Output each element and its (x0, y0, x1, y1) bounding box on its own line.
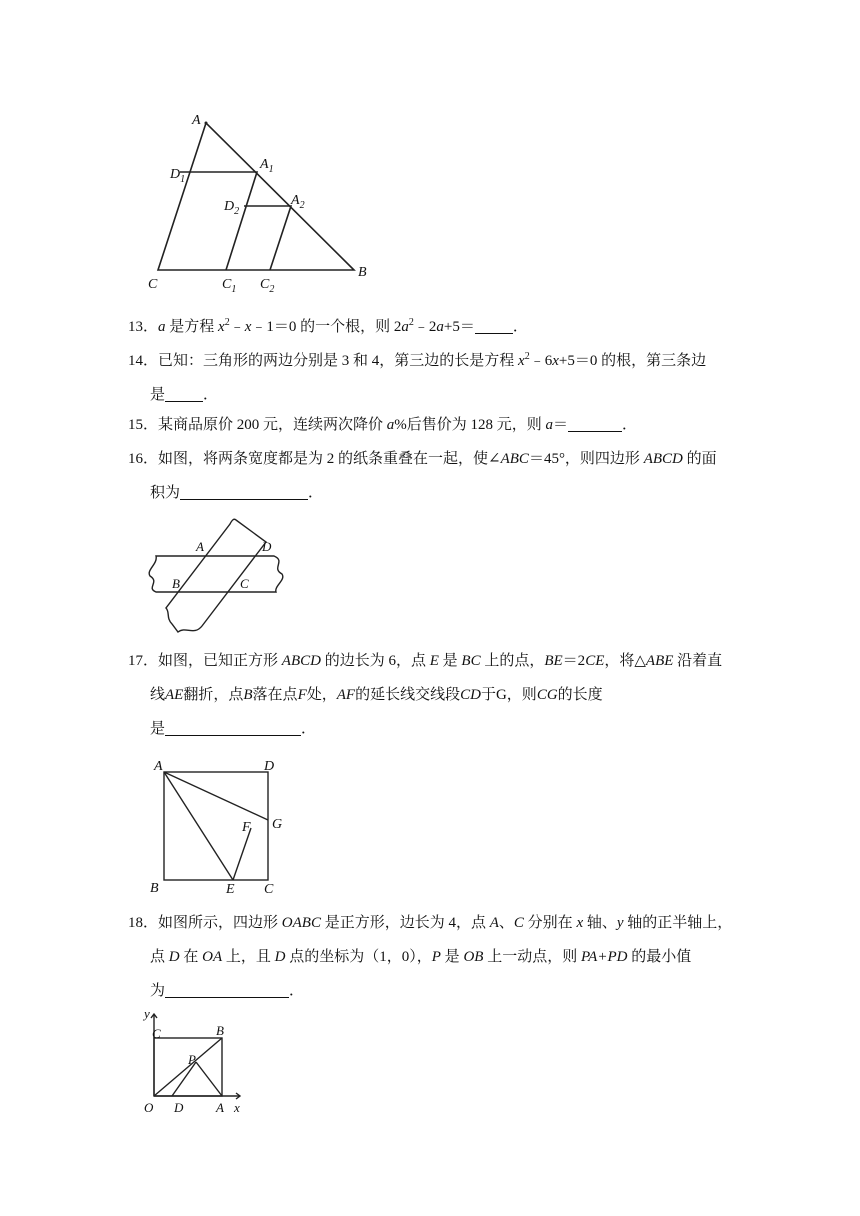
slanted-strip (166, 519, 266, 632)
horizontal-strip (149, 556, 283, 592)
label-c: C (148, 277, 158, 292)
answer-blank[interactable] (165, 385, 203, 402)
label-d: D (264, 759, 275, 774)
segment-pa (196, 1062, 222, 1096)
question-16: 16．如图，将两条宽度都是为 2 的纸条重叠在一起，使∠ABC＝45°，则四边形 ABCD 的面 积为 ． (128, 451, 717, 501)
label-c: C (264, 882, 274, 896)
label-e: E (226, 882, 235, 896)
label-d: D (262, 539, 272, 554)
answer-blank[interactable] (180, 483, 308, 500)
parallelogram-d1-a1-c1 (180, 172, 257, 270)
label-b: B (216, 1023, 224, 1038)
label-o: O (144, 1100, 154, 1115)
label-d: D (174, 1100, 184, 1115)
answer-blank[interactable] (568, 415, 622, 432)
label-x: x (234, 1100, 240, 1115)
label-f: F (242, 820, 251, 835)
label-g: G (272, 817, 283, 832)
label-a1: $A_1$ (260, 157, 274, 175)
label-a: A (154, 759, 163, 774)
question-15: 15．某商品原价 200 元，连续两次降价 a%后售价为 128 元，则 a＝ ． (128, 417, 638, 433)
label-c: C (152, 1026, 161, 1041)
segment-ef (233, 828, 251, 880)
label-c1: $C_1$ (222, 277, 237, 295)
answer-blank[interactable] (165, 981, 289, 998)
square-fold-figure (146, 756, 296, 896)
square-abcd (164, 772, 268, 880)
label-c: C (240, 576, 249, 591)
coordinate-square-figure (140, 1008, 260, 1118)
triangle-figure (140, 108, 380, 300)
label-y: y (144, 1008, 150, 1021)
question-13: 13．a 是方程 $x^2﹣x﹣1=0$ 的一个根，则 $2a^2﹣2a+5=$ ． (128, 317, 528, 335)
segment-pd (172, 1062, 196, 1096)
label-b: B (150, 881, 159, 896)
diagonal-ob (154, 1038, 222, 1096)
triangle-abc (158, 123, 354, 270)
parallelogram-d2-a2-c2 (244, 206, 291, 270)
question-17: 17．如图，已知正方形 ABCD 的边长为 6，点 E 是 BC 上的点，BE＝2CE，将△ABE 沿着直 线AE翻折，点B落在点F处，AF的延长线交线段CD于G，则CG的长度 是 ． (128, 653, 723, 737)
label-b: B (358, 265, 367, 280)
label-d2: $D_2$ (224, 199, 240, 217)
question-18: 18．如图所示，四边形 OABC 是正方形，边长为 4，点 A、C 分别在 x 轴、y 轴的正半轴上， 点 D 在 OA 上，且 D 点的坐标为（1，0），P 是 OB 上一动点，则 PA+PD 的最小值 为 ． (128, 915, 733, 999)
label-b: B (172, 576, 180, 591)
answer-blank[interactable] (165, 719, 301, 736)
label-c2: $C_2$ (260, 277, 275, 295)
label-d1: $D_1$ (170, 167, 186, 185)
label-a: A (196, 539, 204, 554)
question-14: 14．已知：三角形的两边分别是 3 和 4，第三边的长是方程 $x^2﹣6x+5=0$ 的根，第三条边 是 ． (128, 351, 707, 403)
label-a: A (216, 1100, 224, 1115)
label-a2: $A_2$ (291, 193, 305, 211)
label-p: P (188, 1052, 196, 1067)
answer-blank[interactable] (475, 317, 513, 334)
paper-strips-figure (146, 516, 286, 638)
label-a: A (192, 113, 201, 128)
